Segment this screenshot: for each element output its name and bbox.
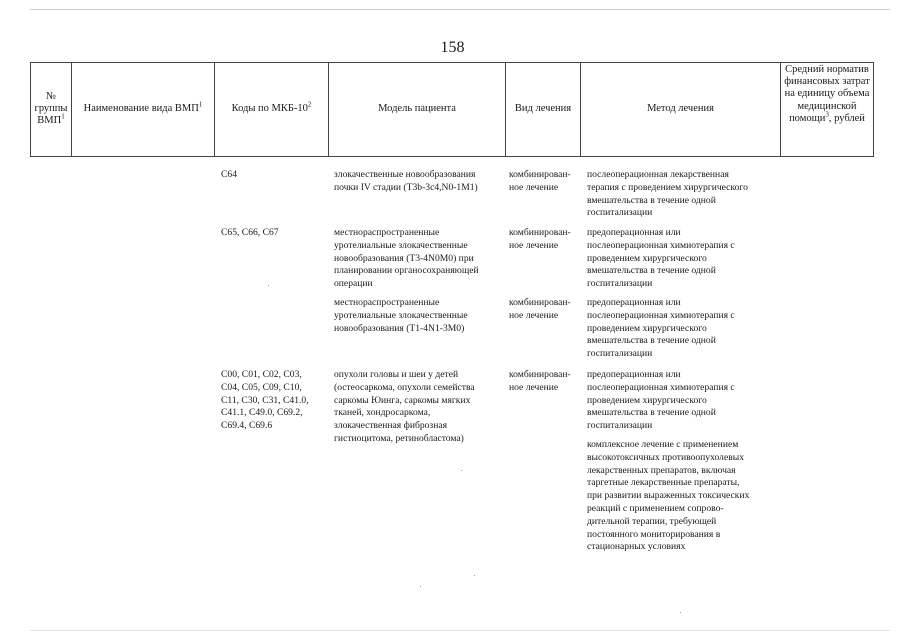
footnote-mark: 1 <box>61 112 65 121</box>
cell-icd-codes: C00, C01, C02, C03, C04, C05, C09, C10, C11, C30, C31, C41.0, C41.1, C49.0, C69.2, C69.4, C69.6 <box>221 369 309 432</box>
cell-treatment-method: предоперационная или послеоперационная химиотерапия с проведением хирургического вмешательства в течение одной госпитализации <box>587 369 735 432</box>
scan-speck <box>474 575 475 576</box>
header-cost-norm-tail: , рублей <box>828 112 865 124</box>
header-top-border <box>30 62 873 63</box>
scan-speck <box>461 470 462 471</box>
header-vmp-name <box>72 100 214 115</box>
header-icd-codes <box>215 100 328 115</box>
header-group-no <box>31 91 71 128</box>
scan-edge-bottom <box>30 630 890 631</box>
cell-treatment-method: предоперационная или послеоперационная химиотерапия с проведением хирургического вмешательства в течение одной госпитализации <box>587 297 735 360</box>
header-vmp-name-text: Наименование вида ВМП <box>83 103 199 114</box>
cell-patient-model: местнораспространенные уротелиальные злокачественные новообразования (T3-4N0M0) при планировании органосохраняющей операции <box>334 227 479 290</box>
header-treatment-type <box>506 103 580 115</box>
cell-patient-model: опухоли головы и шеи у детей (остеосаркома, опухоли семейства саркомы Юинга, саркомы мягких тканей, хондросаркома, злокачественная фиброзная гистиоцитома, ретинобластома) <box>334 369 475 444</box>
cell-icd-codes: C65, C66, C67 <box>221 227 279 238</box>
cell-patient-model: злокачественные новообразования почки IV стадии (T3b-3c4,N0-1M1) <box>334 169 478 193</box>
col-divider <box>780 62 781 157</box>
cell-patient-model: местнораспространенные уротелиальные злокачественные новообразования (T1-4N1-3M0) <box>334 297 468 334</box>
header-patient-model <box>329 103 505 115</box>
header-cost-norm <box>784 64 870 125</box>
header-treatment-method-text: Метод лечения <box>647 103 714 114</box>
scan-speck <box>268 285 269 286</box>
scan-speck <box>420 586 421 587</box>
cell-icd-codes: C64 <box>221 169 237 180</box>
cell-treatment-method: послеоперационная лекарственная терапия с проведением хирургического вмешательства в течение одной госпитализации <box>587 169 748 219</box>
scan-edge-top <box>30 9 890 10</box>
header-patient-model-text: Модель пациента <box>378 103 456 114</box>
header-treatment-type-text: Вид лечения <box>514 103 572 114</box>
cell-treatment-method: предоперационная или послеоперационная химиотерапия с проведением хирургического вмешательства в течение одной госпитализации <box>587 227 735 290</box>
footnote-mark: 1 <box>198 100 203 109</box>
scan-speck <box>680 612 681 613</box>
cell-treatment-type: комбинирован- ное лечение <box>509 227 571 251</box>
header-icd-codes-text: Коды по МКБ-10 <box>231 103 308 114</box>
cell-treatment-type: комбинирован- ное лечение <box>509 297 571 321</box>
footnote-mark: 2 <box>307 100 312 109</box>
cell-treatment-type: комбинирован- ное лечение <box>509 169 571 193</box>
footnote-mark: 3 <box>825 110 829 119</box>
col-divider <box>873 62 874 157</box>
header-bottom-border <box>30 156 873 157</box>
header-treatment-method <box>581 103 780 115</box>
header-group-no-text: № группы ВМП <box>34 91 68 127</box>
cell-treatment-type: комбинирован- ное лечение <box>509 369 571 393</box>
page-number: 158 <box>440 39 465 56</box>
cell-treatment-method: комплексное лечение с применением высокотоксичных противоопухолевых лекарственных препаратов, включая таргетные лекарственные препараты, при развитии выраженных токсических реакций с применением сопрово- дительной терапии, требующей постоянного мониторирования в стационарных условиях <box>587 439 750 553</box>
header-cost-norm-text: Средний норматив финансовых затрат на единицу объема медицинской помощи <box>784 64 870 124</box>
